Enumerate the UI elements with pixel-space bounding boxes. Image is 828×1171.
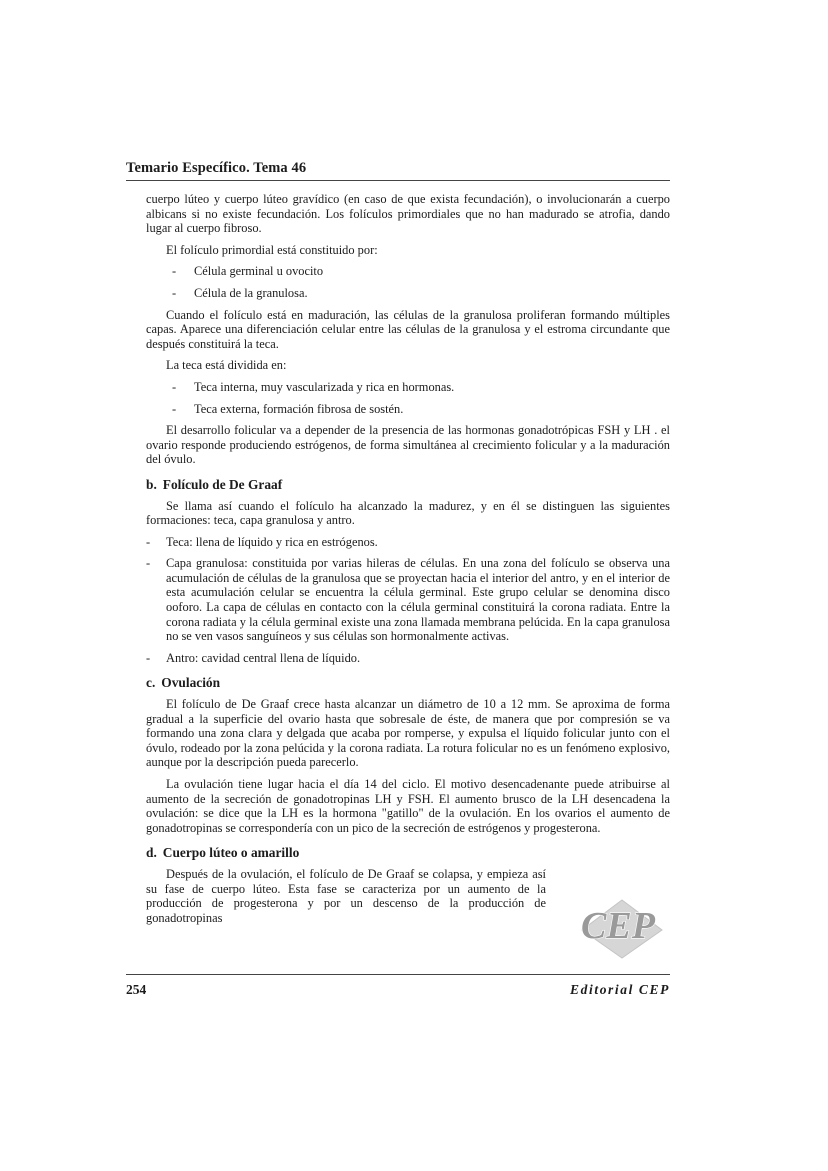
list-item: - Antro: cavidad central llena de líquido. [138, 651, 670, 666]
section-heading-d [146, 846, 670, 861]
section-number: b. [146, 476, 157, 492]
section-title: Cuerpo lúteo o amarillo [162, 845, 300, 861]
list-item: - Teca externa, formación fibrosa de sostén. [166, 402, 670, 417]
section-number: c. [146, 675, 156, 691]
graaf-formations-list [138, 535, 670, 666]
footer-rule [126, 974, 670, 975]
primordial-components-list [166, 264, 670, 300]
paragraph: Después de la ovulación, el folículo de De Graaf se colapsa, y empieza así su fase de cuerpo lúteo. Esta fase se caracteriza por un aumento de la producción de progesterona y por un descenso de la producción de gonadotropinas [146, 866, 546, 925]
paragraph: Cuando el folículo está en maduración, las células de la granulosa proliferan formando múltiples capas. Aparece una diferenciación celular entre las células de la granulosa y el estroma circundante que después constituirá la teca. [146, 307, 670, 351]
paragraph: La teca está dividida en: [166, 358, 287, 373]
paragraph: El folículo de De Graaf crece hasta alcanzar un diámetro de 10 a 12 mm. Se aproxima de forma gradual a la superficie del ovario hasta que sobresale de éste, de manera que por compresión se va formando una zona clara y delgada que acaba por romperse, y expulsa el líquido folicular junto con el óvulo, rodeado por la zona pelúcida y la corona radiata. La rotura folicular no es un fenómeno explosivo, aunque por la descripción pueda parecerlo. [146, 697, 670, 770]
page-body [146, 192, 670, 932]
paragraph: cuerpo lúteo y cuerpo lúteo gravídico (en caso de que exista fecundación), o involucionarán a cuerpo albicans si no existe fecundación. Los folículos primordiales que no han madurado se atrofia, dando lugar al cuerpo fibroso. [146, 192, 670, 236]
list-item: - Teca: llena de líquido y rica en estrógenos. [138, 535, 670, 550]
list-item: - Teca interna, muy vascularizada y rica en hormonas. [166, 380, 670, 395]
paragraph: El desarrollo folicular va a depender de la presencia de las hormonas gonadotrópicas FSH y LH . el ovario responde produciendo estrógenos, de forma simultánea al crecimiento folicular y a la maduración del óvulo. [146, 423, 670, 467]
svg-text:CEP: CEP [581, 905, 655, 947]
section-title: Ovulación [161, 675, 221, 691]
section-title: Folículo de De Graaf [162, 476, 283, 492]
paragraph: La ovulación tiene lugar hacia el día 14 del ciclo. El motivo desencadenante puede atribuirse al aumento de la secreción de gonadotropinas LH y FSH. El aumento brusco de la LH desencadena la ovulación: se dice que la LH es la hormona "gatillo" de la ovulación. En los ovarios el aumento de gonadotropinas se correspondería con un pico de la secreción de estrógenos y progesterona. [146, 777, 670, 835]
list-item: - Capa granulosa: constituida por varias hileras de células. En una zona del folículo se observa una acumulación de células de la granulosa que se proyectan hacia el interior del antro, y en el interior de esta acumulación celular se encuentra la célula germinal. Este grupo celular se denomina disco ooforo. La capa de células en contacto con la célula germinal constituirá la corona radiata. Entre la corona radiata y la célula germinal existe una zona llamada membrana pelúcida. En la capa granulosa no se ven vasos sanguíneos y sus células son hormonalmente activas. [138, 556, 670, 644]
list-item: - Célula germinal u ovocito [166, 264, 670, 279]
list-item: - Célula de la granulosa. [166, 286, 670, 301]
section-heading-c [146, 676, 670, 691]
header-rule [126, 180, 670, 181]
teca-parts-list [166, 380, 670, 416]
page-number: 254 [126, 982, 147, 997]
section-number: d. [146, 845, 157, 861]
paragraph: El folículo primordial está constituido por: [166, 242, 378, 257]
publisher-name: Editorial CEP [570, 982, 670, 997]
section-heading-b [146, 478, 670, 493]
cep-logo [572, 896, 668, 960]
paragraph: Se llama así cuando el folículo ha alcanzado la madurez, y en él se distinguen las siguientes formaciones: teca, capa granulosa y antro. [146, 498, 670, 528]
running-header-title: Temario Específico. Tema 46 [126, 160, 307, 176]
